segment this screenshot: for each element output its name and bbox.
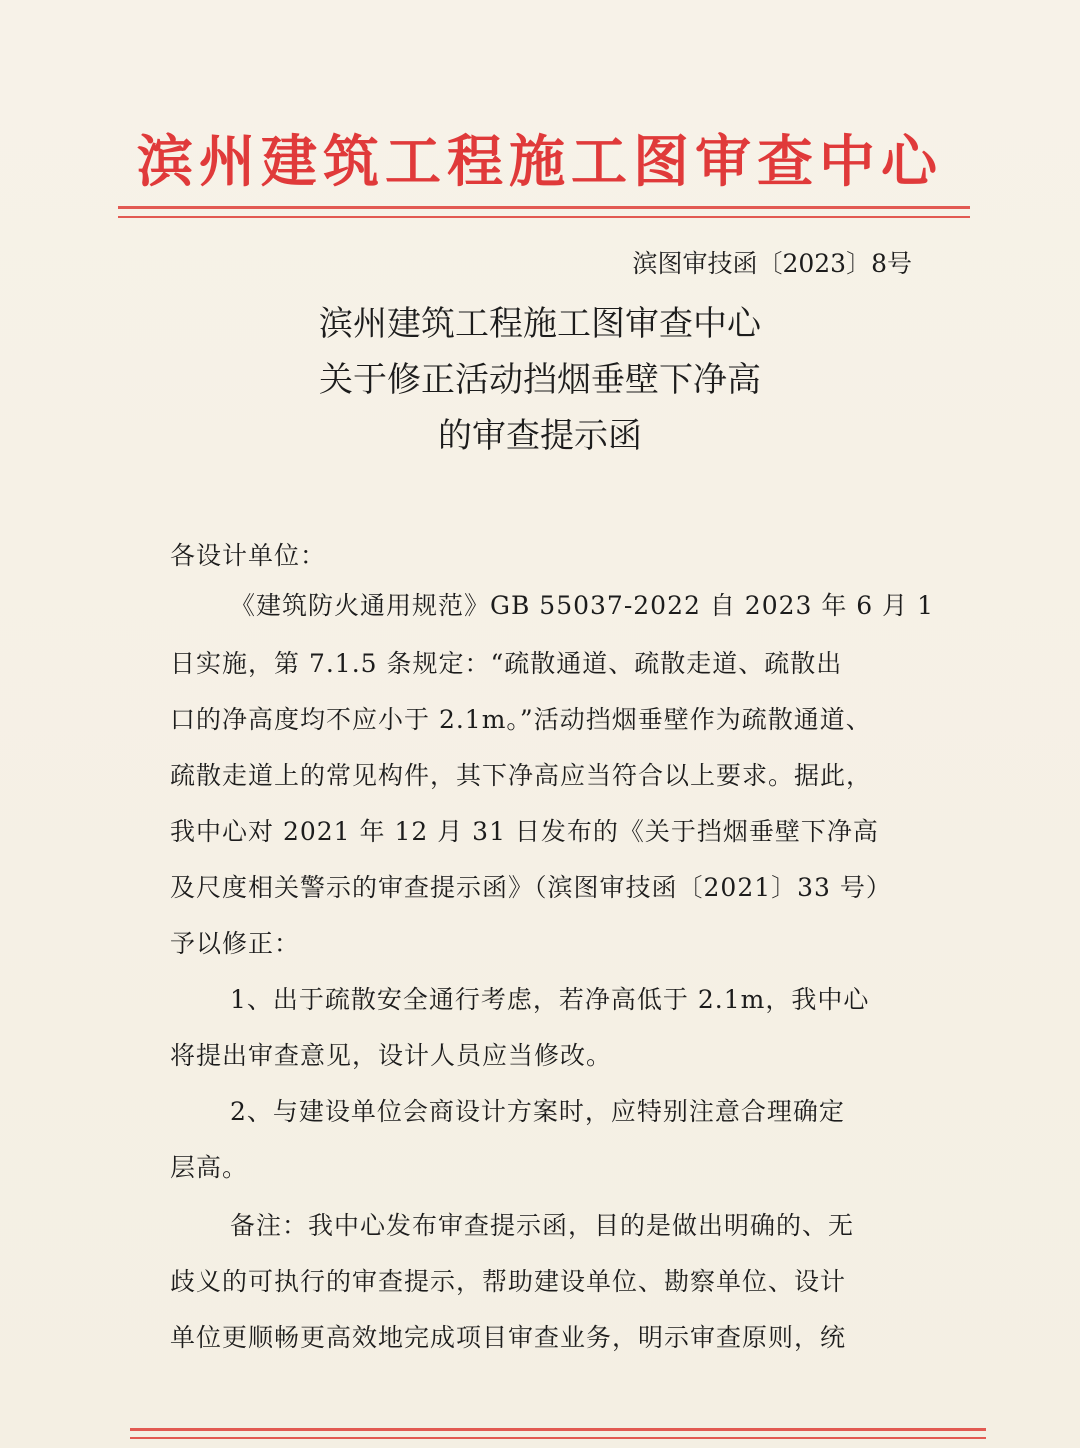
body-line: 《建筑防火通用规范》GB 55037-2022 自 2023 年 6 月 1 (230, 591, 935, 620)
letterhead-title: 滨州建筑工程施工图审查中心 (137, 130, 943, 195)
body-line: 日实施，第 7.1.5 条规定：“疏散通道、疏散走道、疏散出 (170, 649, 843, 678)
body-line: 我中心对 2021 年 12 月 31 日发布的《关于挡烟垂壁下净高 (170, 817, 879, 846)
footer-rule-thin (130, 1437, 986, 1439)
doc-title-line-2: 关于修正活动挡烟垂壁下净高 (319, 360, 761, 400)
document-number: 滨图审技函〔2023〕8号 (632, 249, 912, 278)
doc-title-line-1: 滨州建筑工程施工图审查中心 (319, 304, 761, 344)
salutation: 各设计单位： (170, 541, 327, 570)
doc-title-line-3: 的审查提示函 (438, 416, 642, 456)
body-line: 单位更顺畅更高效地完成项目审查业务，明示审查原则，统 (170, 1323, 847, 1352)
body-line: 层高。 (170, 1153, 249, 1182)
body-line: 予以修正： (170, 929, 301, 958)
footer-rule (130, 1428, 986, 1431)
body-line: 1、出于疏散安全通行考虑，若净高低于 2.1m，我中心 (230, 985, 870, 1014)
body-line: 2、与建设单位会商设计方案时，应特别注意合理确定 (230, 1097, 845, 1126)
body-line: 疏散走道上的常见构件，其下净高应当符合以上要求。据此， (170, 761, 873, 790)
letterhead-rule-top-thin (118, 216, 970, 218)
body-line: 歧义的可执行的审查提示，帮助建设单位、勘察单位、设计 (170, 1267, 847, 1296)
body-line: 备注：我中心发布审查提示函，目的是做出明确的、无 (230, 1211, 855, 1240)
body-line: 口的净高度均不应小于 2.1m。”活动挡烟垂壁作为疏散通道、 (170, 705, 872, 734)
letterhead-rule-top (118, 206, 970, 209)
body-line: 及尺度相关警示的审查提示函》（滨图审技函〔2021〕33 号） (170, 873, 892, 902)
body-line: 将提出审查意见，设计人员应当修改。 (170, 1041, 613, 1070)
